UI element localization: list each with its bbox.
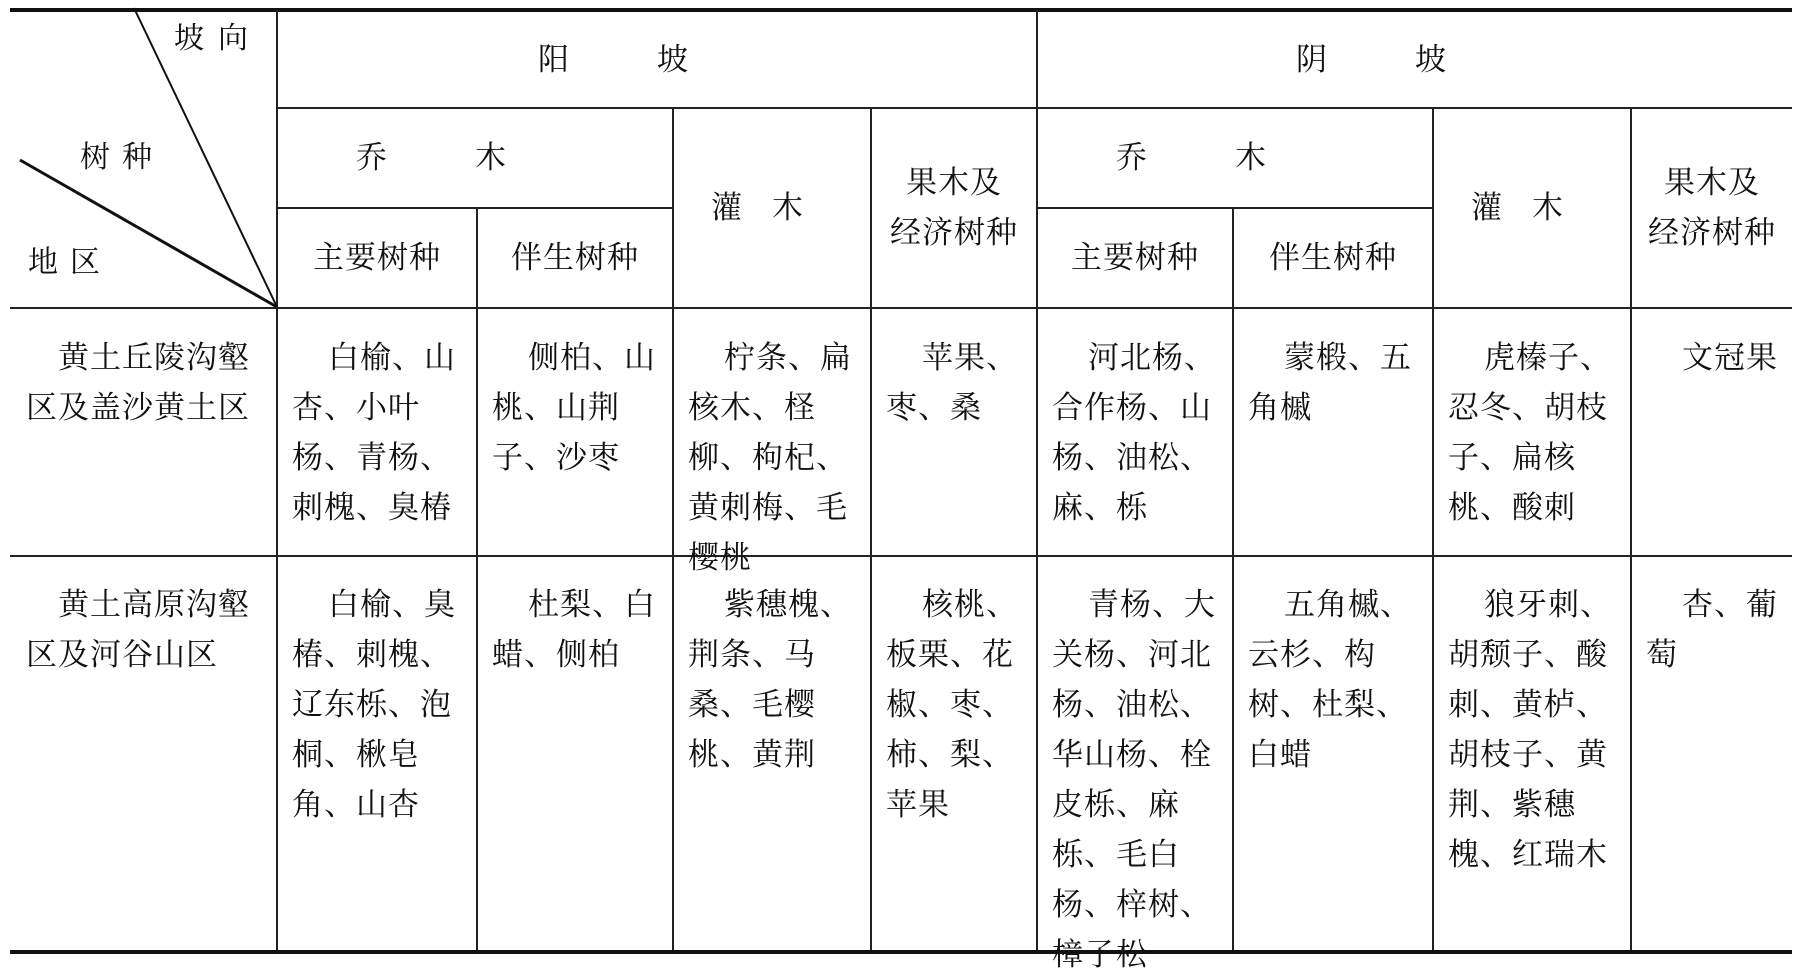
- row1-sunny-shrub-cell: 柠条、扁核木、柽柳、枸杞、黄刺梅、毛樱桃: [688, 340, 852, 576]
- row2-sunny-fruit-cell: 核桃、板栗、花椒、枣、柿、梨、苹果: [886, 587, 1018, 823]
- header-row2-rule-sunny: [276, 207, 672, 209]
- row1-shady-main-cell: 河北杨、合作杨、山杨、油松、麻、栎: [1052, 340, 1216, 526]
- row1-sunny-companion-cell: 侧柏、山桃、山荆子、沙枣: [492, 340, 656, 476]
- row2-shady-fruit-cell: 杏、葡萄: [1646, 587, 1778, 673]
- row2-region-cell: 黄土高原沟壑区及河谷山区: [26, 587, 250, 673]
- row2-shady-shrub-cell: 狼牙刺、胡颓子、酸刺、黄栌、胡枝子、黄荆、紫穗槐、红瑞木: [1448, 587, 1612, 873]
- header-row1-rule: [276, 107, 1792, 109]
- shady-fruit-header: 果木及 经济树种: [1648, 165, 1776, 251]
- corner-species-label: 树种: [80, 140, 164, 175]
- corner-diagonal-lower: [20, 160, 277, 307]
- row2-sunny-main-cell: 白榆、臭椿、刺槐、辽东栎、泡桐、楸皂角、山杏: [292, 587, 456, 823]
- table-bottom-rule: [10, 950, 1792, 954]
- row1-shady-fruit-cell: 文冠果: [1682, 340, 1778, 376]
- sunny-fruit-header: 果木及 经济树种: [890, 165, 1018, 251]
- row1-region-cell: 黄土丘陵沟壑区及盖沙黄土区: [26, 340, 250, 426]
- sunny-companion-species-header: 伴生树种: [511, 240, 639, 276]
- col-rule-shady-main: [1232, 207, 1234, 950]
- shady-shrub-header: 灌木: [1471, 190, 1593, 226]
- sunny-shrub-header: 灌木: [711, 190, 833, 226]
- row2-sunny-companion-cell: 杜梨、白蜡、侧柏: [492, 587, 656, 673]
- col-rule-sunny-main: [476, 207, 478, 950]
- col-rule-shady-tree: [1432, 107, 1434, 950]
- slope-header-shady: 阴坡: [1296, 42, 1534, 78]
- sunny-main-species-header: 主要树种: [313, 240, 441, 276]
- shady-tree-header: 乔木: [1116, 140, 1354, 176]
- header-row2-rule-shady: [1036, 207, 1432, 209]
- sunny-tree-header: 乔木: [356, 140, 594, 176]
- corner-region-label: 地区: [28, 245, 112, 280]
- row1-sunny-main-cell: 白榆、山杏、小叶杨、青杨、刺槐、臭椿: [292, 340, 456, 526]
- shady-main-species-header: 主要树种: [1071, 240, 1199, 276]
- col-rule-sunny-tree: [672, 107, 674, 950]
- corner-slope-label: 坡向: [174, 21, 262, 56]
- row2-shady-main-cell: 青杨、大关杨、河北杨、油松、华山杨、栓皮栎、麻栎、毛白杨、梓树、樟子松: [1052, 587, 1216, 973]
- shady-companion-species-header: 伴生树种: [1269, 240, 1397, 276]
- row1-shady-companion-cell: 蒙椴、五角槭: [1248, 340, 1412, 426]
- row1-shady-shrub-cell: 虎榛子、忍冬、胡枝子、扁核桃、酸刺: [1448, 340, 1612, 526]
- row2-shady-companion-cell: 五角槭、云杉、构树、杜梨、白蜡: [1248, 587, 1412, 773]
- slope-header-sunny: 阳坡: [538, 42, 776, 78]
- row2-sunny-shrub-cell: 紫穗槐、荆条、马桑、毛樱桃、黄荆: [688, 587, 852, 773]
- row1-sunny-fruit-cell: 苹果、枣、桑: [886, 340, 1018, 426]
